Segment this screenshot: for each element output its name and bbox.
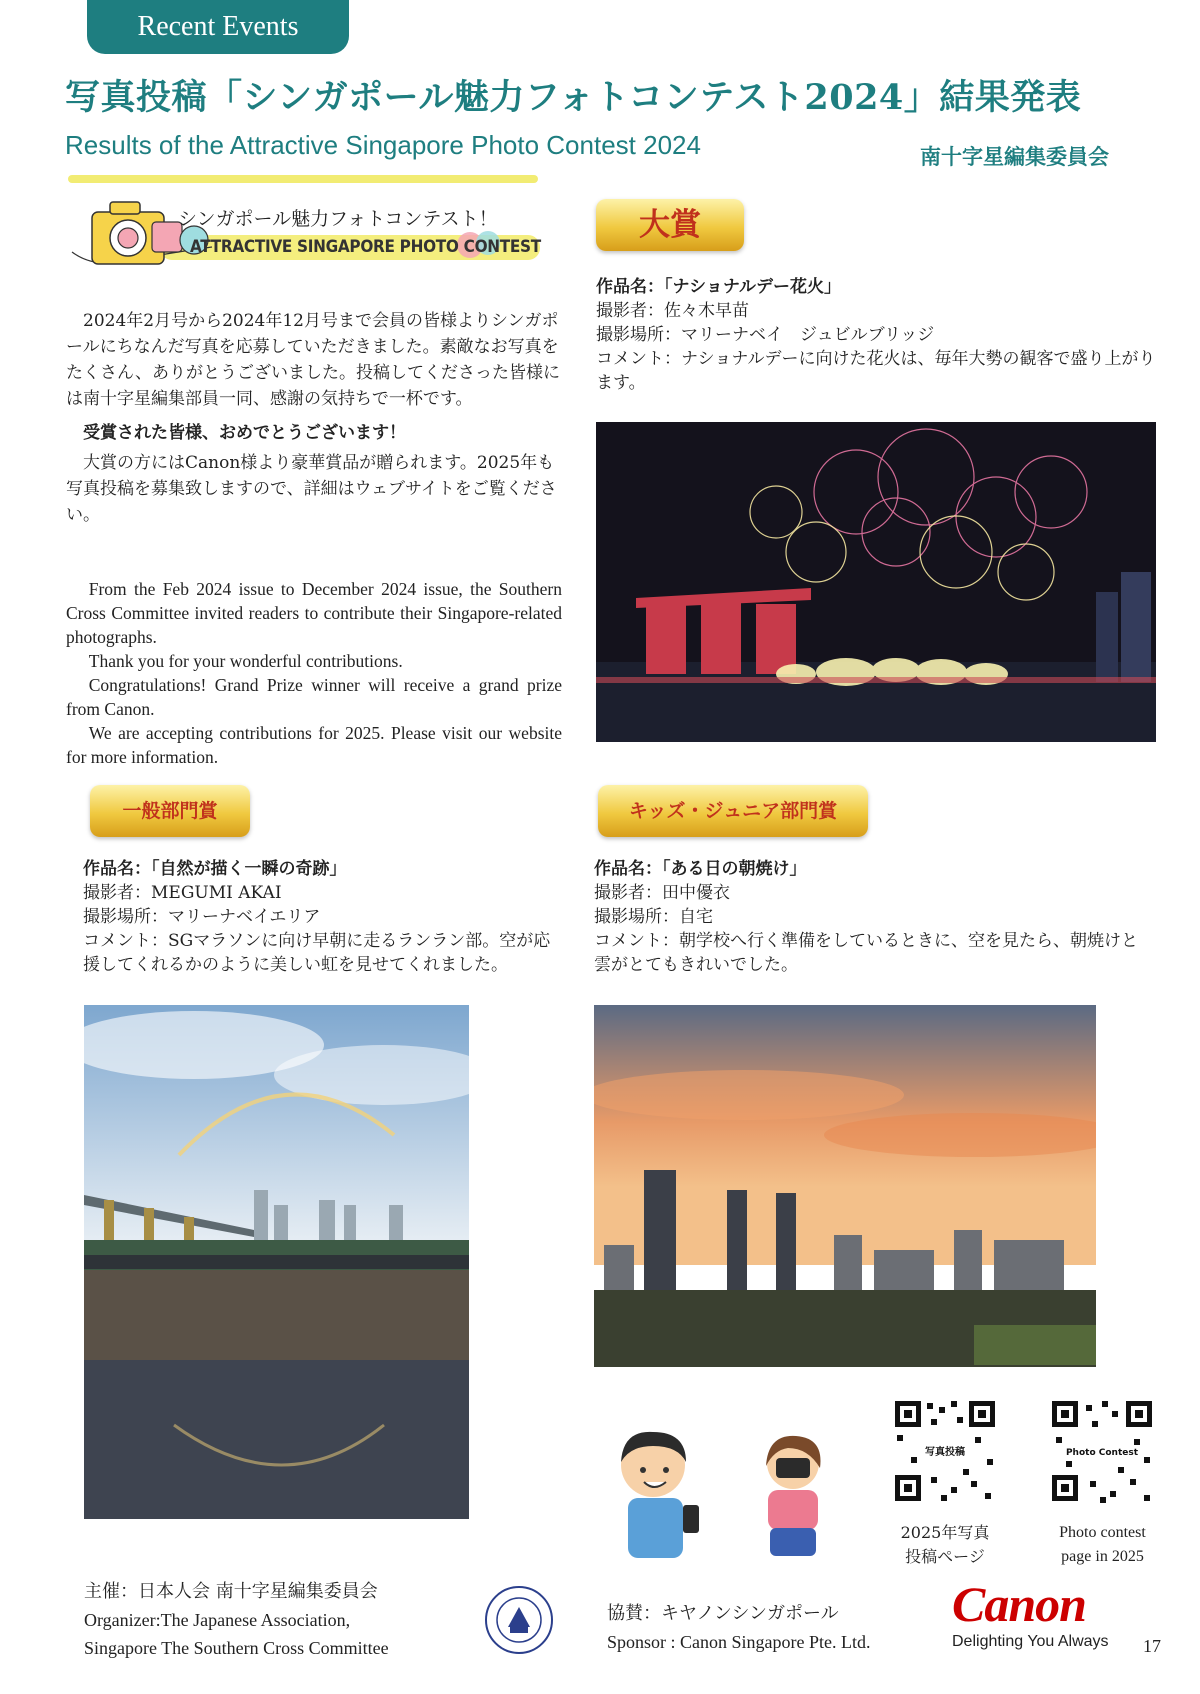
qr-caption-jp <box>880 1521 1010 1569</box>
banner-title-jp: シンガポール魅力フォトコンテスト！ <box>178 208 498 230</box>
comment: コメント：ナショナルデーに向けた花火は、毎年大勢の観客で盛り上がります。 <box>596 349 1156 393</box>
intro-jp <box>66 308 562 528</box>
qr-label-jp: 写真投稿 <box>925 1447 965 1458</box>
intro-jp-paragraph: 2024年2月号から2024年12月号まで会員の皆様よりシンガポールにちなんだ写真を応募していただきました。素敵なお写真をたくさん、ありがとうございました。投稿してくださった皆様には南十字星編集部員一同、感謝の気持ちで一杯です。 <box>66 311 561 409</box>
qr-caption-en <box>1030 1521 1175 1569</box>
kids-prize-photo <box>594 1005 1096 1367</box>
qr-code-jp[interactable] <box>891 1397 999 1505</box>
work-title: 作品名：「自然が描く一瞬の奇跡」 <box>83 859 347 879</box>
qr-code-en[interactable] <box>1048 1397 1156 1505</box>
photographer: 撮影者：佐々木早苗 <box>596 301 749 321</box>
highlight-line <box>68 175 538 183</box>
organizer-jp: 主催：日本人会 南十字星編集委員会 <box>84 1581 378 1602</box>
woman-with-camera-illustration <box>748 1428 838 1568</box>
page-number: 17 <box>1143 1636 1161 1656</box>
work-title: 作品名：「ナショナルデー花火」 <box>596 277 841 297</box>
general-prize-photo <box>84 1005 469 1519</box>
page-title-jp: 写真投稿「シンガポール魅力フォトコンテスト2024」結果発表 <box>65 77 1082 118</box>
general-prize-badge: 一般部門賞 <box>90 785 250 837</box>
work-title: 作品名：「ある日の朝焼け」 <box>594 859 807 879</box>
location: 撮影場所：マリーナベイ ジュビルブリッジ <box>596 325 935 345</box>
kids-prize-badge: キッズ・ジュニア部門賞 <box>598 785 868 837</box>
location: 撮影場所：マリーナベイエリア <box>83 907 321 927</box>
qr-caption-line: Photo contest <box>1059 1524 1146 1541</box>
canon-tagline: Delighting You Always <box>952 1633 1109 1650</box>
photographer: 撮影者：MEGUMI AKAI <box>83 883 282 903</box>
intro-en <box>66 577 562 769</box>
qr-caption-line: page in 2025 <box>1061 1548 1144 1565</box>
banner-title-en: ATTRACTIVE SINGAPORE PHOTO CONTEST <box>190 237 541 257</box>
kids-prize-info <box>594 857 1154 977</box>
intro-en-paragraph: Congratulations! Grand Prize winner will receive a grand prize from Canon. <box>66 675 562 719</box>
grand-prize-info <box>596 275 1156 395</box>
comment: コメント：SGマラソンに向け早朝に走るランラン部。空が応援してくれるかのように美しい虹を見せてくれました。 <box>83 931 551 975</box>
japanese-association-seal-icon <box>484 1585 554 1655</box>
qr-caption-line: 投稿ページ <box>905 1547 985 1566</box>
congrats-line: 受賞された皆様、おめでとうございます！ <box>83 423 406 443</box>
committee-credit: 南十字星編集委員会 <box>920 144 1109 169</box>
grand-prize-badge: 大賞 <box>596 199 744 251</box>
qr-label-en: Photo Contest <box>1065 1448 1139 1458</box>
qr-caption-line: 2025年写真 <box>900 1523 990 1542</box>
sponsor-en: Sponsor : Canon Singapore Pte. Ltd. <box>607 1632 871 1652</box>
organizer-credit <box>84 1578 389 1662</box>
canon-logo: Canon <box>952 1576 1086 1632</box>
man-with-phone-illustration <box>608 1420 718 1570</box>
location: 撮影場所：自宅 <box>594 907 713 927</box>
page-title-en: Results of the Attractive Singapore Photo Contest 2024 <box>65 130 701 160</box>
intro-en-paragraph: Thank you for your wonderful contributions. <box>88 651 403 671</box>
section-tab: Recent Events <box>87 0 349 54</box>
photographer: 撮影者：田中優衣 <box>594 883 730 903</box>
organizer-en: Organizer:The Japanese Association, <box>84 1610 351 1630</box>
intro-en-paragraph: We are accepting contributions for 2025. Please visit our website for more information. <box>66 723 562 767</box>
sponsor-credit <box>607 1600 871 1656</box>
general-prize-info <box>83 857 563 977</box>
organizer-en: Singapore The Southern Cross Committee <box>84 1638 389 1658</box>
grand-prize-photo <box>596 422 1156 742</box>
intro-en-paragraph: From the Feb 2024 issue to December 2024 issue, the Southern Cross Committee invited readers to contribute their Singapore-related photographs. <box>66 579 562 647</box>
comment: コメント：朝学校へ行く準備をしているときに、空を見たら、朝焼けと雲がとてもきれいでした。 <box>594 931 1138 975</box>
sponsor-jp: 協賛：キヤノンシンガポール <box>607 1603 839 1624</box>
intro-jp-paragraph: 大賞の方にはCanon様より豪華賞品が贈られます。2025年も写真投稿を募集致しますので、詳細はウェブサイトをご覧ください。 <box>66 453 557 525</box>
